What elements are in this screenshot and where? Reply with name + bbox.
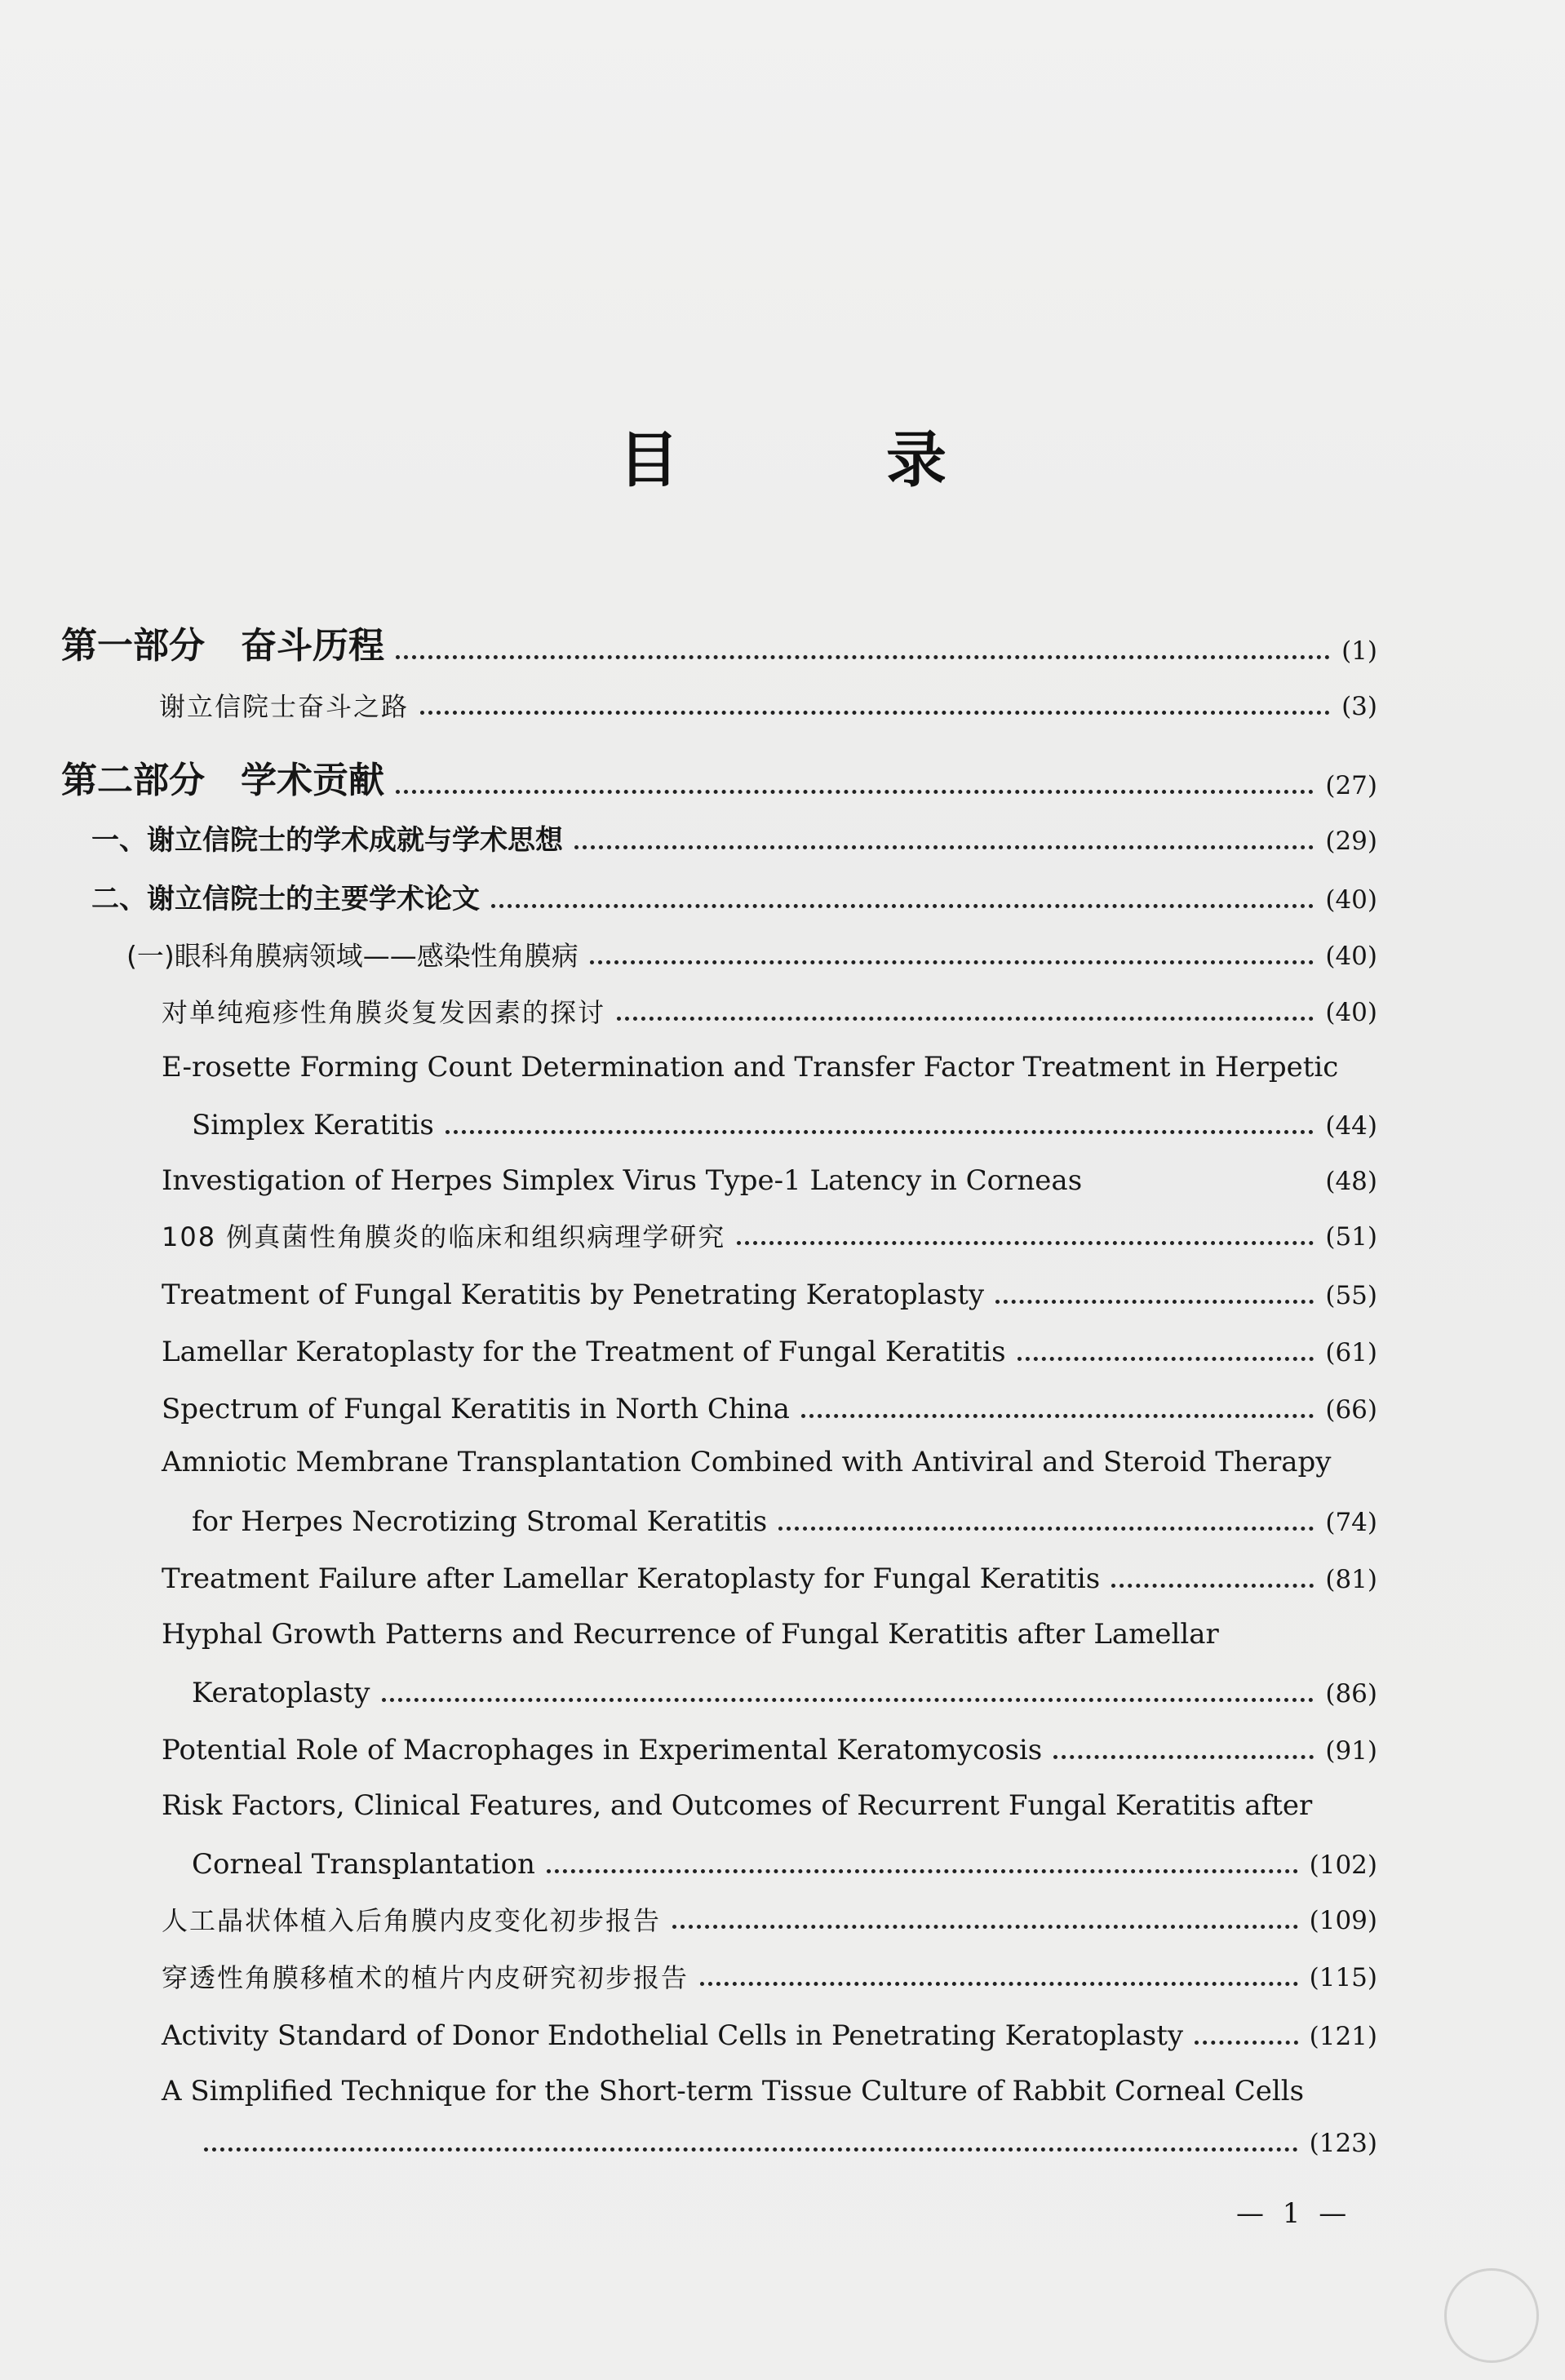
leader-dots	[1017, 1345, 1315, 1361]
leader-dots	[491, 893, 1314, 908]
leader-dots	[547, 1858, 1298, 1873]
toc-text: Lamellar Keratoplasty for the Treatment of Fungal Keratitis	[162, 1336, 1006, 1368]
toc-page-number: (86)	[1325, 1679, 1377, 1709]
toc-text: Investigation of Herpes Simplex Virus Type-1 Latency in Corneas	[162, 1164, 1083, 1197]
toc-page-number: (81)	[1325, 1565, 1377, 1594]
toc-text: Potential Role of Macrophages in Experimental Keratomycosis	[162, 1734, 1043, 1766]
leader-dots	[1053, 1744, 1314, 1759]
toc-entry-line-1: Hyphal Growth Patterns and Recurrence of Fungal Keratitis after Lamellar	[162, 1618, 1219, 1651]
toc-text: 人工晶状体植入后角膜内皮变化初步报告	[162, 1905, 662, 1936]
watermark-stamp	[1444, 2268, 1539, 2363]
toc-entry	[162, 1281, 1377, 1309]
toc-entry-line-1: Amniotic Membrane Transplantation Combined with Antiviral and Steroid Therapy	[162, 1446, 1332, 1478]
leader-dots	[617, 1005, 1314, 1021]
toc-text: 穿透性角膜移植术的植片内皮研究初步报告	[162, 1962, 689, 1993]
toc-page-number: (40)	[1325, 885, 1377, 915]
toc-text-continued: for Herpes Necrotizing Stromal Keratitis	[192, 1505, 768, 1538]
toc-entry	[162, 2019, 1377, 2052]
toc-entry-part-1	[61, 625, 1377, 667]
toc-entry-line-1: E-rosette Forming Count Determination and Transfer Factor Treatment in Herpetic	[162, 1051, 1339, 1084]
leader-dots	[801, 1403, 1314, 1418]
toc-page-number: (40)	[1325, 942, 1377, 971]
toc-entry-section	[91, 885, 1377, 913]
toc-page-number: (109)	[1309, 1906, 1377, 1935]
toc-text: 108 例真菌性角膜炎的临床和组织病理学研究	[162, 1221, 726, 1252]
toc-entry	[192, 1505, 1377, 1538]
toc-text-continued: Corneal Transplantation	[192, 1848, 535, 1881]
toc-page-number: (115)	[1309, 1963, 1377, 1992]
toc-entry	[192, 1679, 1377, 1707]
toc-text: Treatment Failure after Lamellar Keratoplasty for Fungal Keratitis	[162, 1562, 1101, 1595]
toc-entry	[192, 1111, 1377, 1139]
toc-text: 二、谢立信院士的主要学术论文	[91, 883, 480, 915]
toc-entry	[162, 1164, 1377, 1197]
toc-page-number: (55)	[1325, 1281, 1377, 1310]
leader-dots	[737, 1230, 1314, 1245]
toc-text: 谢立信院士奋斗之路	[159, 691, 410, 722]
leader-dots	[778, 1515, 1314, 1531]
toc-page-number: (44)	[1325, 1111, 1377, 1141]
page-title: 目 录	[618, 425, 1020, 495]
toc-page-number: (48)	[1325, 1167, 1377, 1196]
leader-dots	[420, 699, 1330, 715]
leader-dots	[1195, 2029, 1298, 2045]
toc-entry-part-2	[61, 760, 1377, 801]
toc-entry	[162, 999, 1377, 1026]
toc-entry-line-1: A Simplified Technique for the Short-term Tissue Culture of Rabbit Corneal Cells	[162, 2075, 1305, 2107]
toc-entry	[162, 1736, 1377, 1764]
leader-dots	[396, 778, 1314, 794]
leader-dots	[396, 644, 1330, 659]
toc-entry	[159, 691, 1377, 722]
leader-dots	[995, 1288, 1314, 1304]
toc-entry-line-1: Risk Factors, Clinical Features, and Outcomes of Recurrent Fungal Keratitis after	[162, 1789, 1313, 1822]
toc-entry-subsection	[126, 940, 1377, 972]
toc-page-number: (123)	[1309, 2129, 1377, 2158]
leader-dots	[590, 949, 1315, 964]
toc-text: Treatment of Fungal Keratitis by Penetrating Keratoplasty	[162, 1279, 985, 1311]
toc-page-number: (27)	[1325, 771, 1377, 800]
toc-text: (一)眼科角膜病领域——感染性角膜病	[126, 940, 579, 972]
toc-page-number: (102)	[1309, 1850, 1377, 1880]
toc-entry	[162, 1962, 1377, 1993]
toc-page-number: (51)	[1325, 1222, 1377, 1252]
toc-entry-section	[91, 824, 1377, 857]
toc-entry	[162, 1395, 1377, 1423]
toc-entry	[162, 1905, 1377, 1936]
toc-page-number: (1)	[1341, 636, 1377, 666]
toc-entry	[204, 2131, 1377, 2156]
toc-text-continued: Keratoplasty	[192, 1677, 370, 1709]
toc-page-number: (74)	[1325, 1508, 1377, 1537]
toc-entry	[162, 1338, 1377, 1366]
toc-page-number: (40)	[1325, 998, 1377, 1027]
toc-entry	[162, 1221, 1377, 1252]
leader-dots	[672, 1913, 1298, 1929]
toc-text-continued: Simplex Keratitis	[192, 1109, 434, 1141]
toc-text: 第二部分 学术贡献	[61, 760, 384, 801]
toc-page-number: (29)	[1325, 827, 1377, 856]
toc-entry	[192, 1848, 1377, 1881]
toc-text: Spectrum of Fungal Keratitis in North China	[162, 1393, 790, 1425]
leader-dots	[700, 1970, 1298, 1986]
toc-text: 一、谢立信院士的学术成就与学术思想	[91, 824, 563, 857]
toc-entry	[162, 1562, 1377, 1595]
leader-dots	[382, 1686, 1315, 1702]
toc-text: 第一部分 奋斗历程	[61, 625, 384, 667]
page-number-footer: — 1 —	[1236, 2197, 1352, 2230]
leader-dots	[1093, 1174, 1314, 1190]
toc-text: 对单纯疱疹性角膜炎复发因素的探讨	[162, 997, 606, 1028]
toc-page-number: (121)	[1309, 2022, 1377, 2051]
leader-dots	[204, 2136, 1298, 2152]
leader-dots	[446, 1119, 1315, 1134]
leader-dots	[574, 834, 1314, 849]
toc-text: Activity Standard of Donor Endothelial Cells in Penetrating Keratoplasty	[162, 2019, 1184, 2052]
leader-dots	[1111, 1572, 1314, 1588]
toc-page-number: (61)	[1325, 1338, 1377, 1367]
toc-page-number: (66)	[1325, 1395, 1377, 1425]
toc-page-number: (91)	[1325, 1736, 1377, 1766]
toc-page-number: (3)	[1341, 692, 1377, 721]
